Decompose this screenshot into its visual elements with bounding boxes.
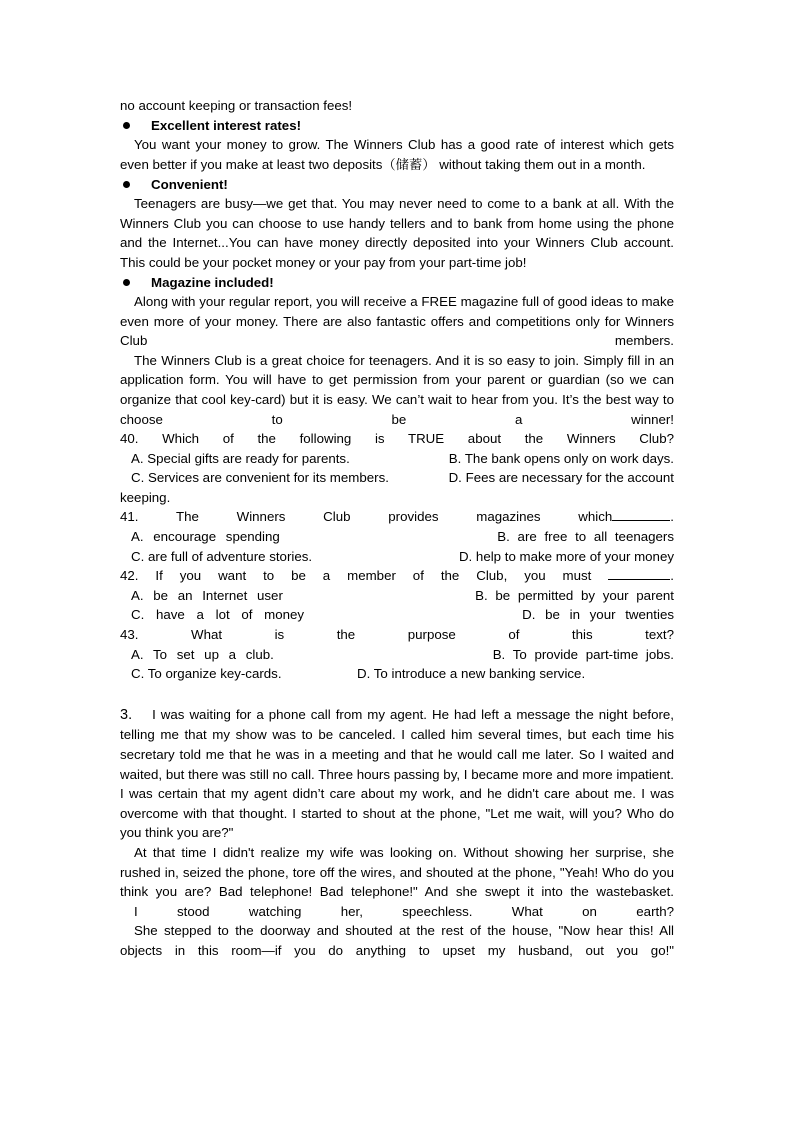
option-a: A. encourage spending [131, 529, 280, 545]
section-heading [120, 116, 674, 136]
option-row [120, 468, 674, 488]
answer-blank [608, 567, 670, 580]
option-row [120, 664, 674, 684]
paragraph: Teenagers are busy—we get that. You may never need to come to a bank at all. With the Winners Club you can choose to use handy tellers and to bank from home using the phone and the Internet...You can have money directly deposited into your Winners Club account. This could be your pocket money or your pay from your part-time job! [120, 195, 674, 270]
bullet-icon [123, 181, 130, 188]
option-d-start: D. Fees are necessary for the account [448, 470, 674, 486]
paragraph: She stepped to the doorway and shouted at the rest of the house, "Now hear this! All objects in this room—if you do anything to upset my husband, out you go!" [120, 923, 674, 958]
question-stem: 42. If you want to be a member of the Club, you must . [120, 568, 674, 584]
paragraph: I stood watching her, speechless. What on earth? [134, 903, 674, 919]
option-b: B. be permitted by your parent [475, 587, 674, 603]
bullet-icon [123, 122, 130, 129]
passage-line: no account keeping or transaction fees! [120, 98, 353, 113]
heading-text: Convenient! [151, 176, 228, 192]
option-d: D. To introduce a new banking service. [357, 666, 586, 682]
option-a: A. To set up a club. [131, 646, 274, 662]
stem-text: 41. The Winners Club provides magazines which [120, 509, 613, 525]
option-row [120, 605, 674, 625]
passage-number: 3. [120, 706, 133, 723]
option-a: A. be an Internet user [131, 587, 283, 603]
option-c: C. To organize key-cards. [131, 666, 282, 682]
section-heading [120, 174, 674, 194]
heading-text: Magazine included! [151, 274, 274, 290]
paragraph [120, 705, 674, 843]
spacer [120, 684, 674, 705]
question-stem: 41. The Winners Club provides magazines which . [120, 509, 674, 525]
option-d: D. help to make more of your money [458, 548, 674, 564]
paragraph: Along with your regular report, you will receive a FREE magazine full of good ideas to make even more of your money. There are also fantastic offers and competitions only for Winners Club members. [120, 293, 674, 349]
section-heading [120, 272, 674, 292]
option-c: C. are full of adventure stories. [131, 548, 313, 564]
paragraph: At that time I didn't realize my wife was looking on. Without showing her surprise, she rushed in, seized the phone, tore off the wires, and shouted at the phone, "Yeah! Who do you think you are? Bad telephone! Bad telephone!" And she swept it into the wastebasket. [120, 844, 674, 900]
question-stem: 40. Which of the following is TRUE about the Winners Club? [120, 431, 674, 447]
option-row [120, 586, 674, 606]
answer-blank [612, 508, 670, 521]
heading-text: Excellent interest rates! [151, 117, 302, 133]
question-stem: 43. What is the purpose of this text? [120, 627, 674, 643]
option-row [120, 645, 674, 665]
option-d: D. be in your twenties [522, 607, 674, 623]
bullet-icon [123, 279, 130, 286]
option-row [120, 527, 674, 547]
option-b: B. are free to all teenagers [497, 529, 674, 545]
page-content [120, 96, 674, 961]
option-row [120, 547, 674, 567]
option-b: B. The bank opens only on work days. [448, 450, 674, 466]
paragraph: You want your money to grow. The Winners Club has a good rate of interest which gets even better if you make at least two deposits（储蓄） without taking them out in a month. [120, 137, 674, 172]
stem-text: 42. If you want to be a member of the Club, you must [120, 568, 592, 584]
option-row [120, 449, 674, 469]
paragraph: The Winners Club is a great choice for teenagers. And it is so easy to join. Simply fill in an application form. You will have to get permission from your parent or guardian (so we can organize that cool key-card) but it is easy. We can’t wait to hear from you. It’s the best way to choose to be a winner! [120, 352, 674, 427]
option-continuation: keeping. [120, 489, 171, 505]
option-c: C. Services are convenient for its members. [131, 470, 389, 486]
paragraph-text: I was waiting for a phone call from my agent. He had left a message the night before, telling me that my show was to be canceled. I called him several times, but each time his secretary told me that he was in a meeting and that he would call me later. So I waited and waited, but there was still no call. Three hours passing by, I became more and more impatient. I was certain that my agent didn’t care about my work, and he didn't care about me. I was overcome with that thought. I started to shout at the phone, "Let me wait, will you? Who do you think you are?" [120, 706, 674, 841]
option-b: B. To provide part-time jobs. [492, 646, 674, 662]
option-a: A. Special gifts are ready for parents. [131, 450, 350, 466]
option-c: C. have a lot of money [131, 607, 305, 623]
